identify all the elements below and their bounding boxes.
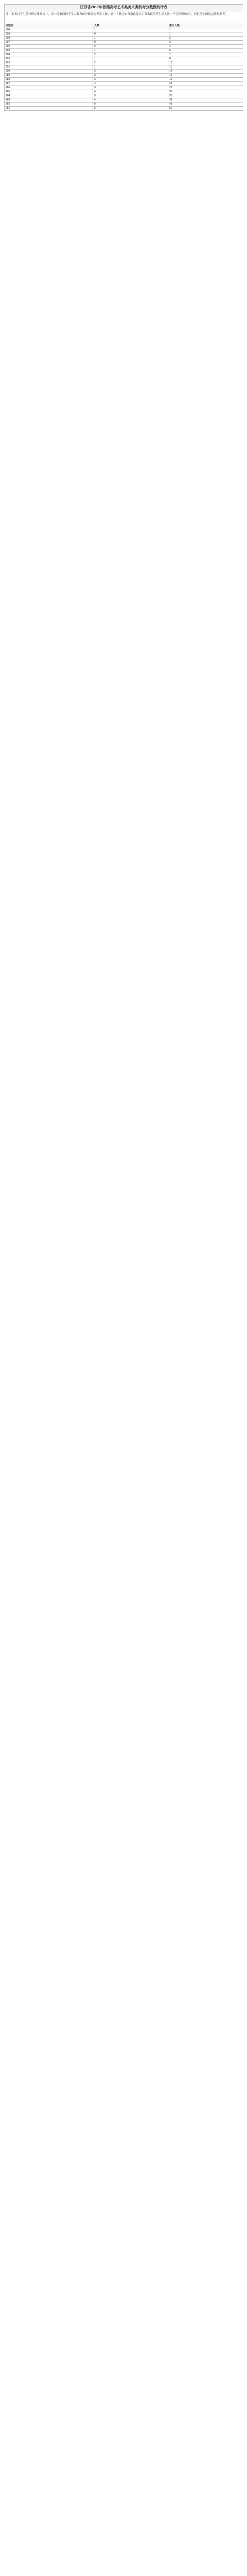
score-cell: 293 — [5, 57, 93, 61]
count-cell: 1 — [93, 28, 168, 32]
count-cell: 5 — [93, 107, 168, 111]
cumulative-cell: 45 — [168, 103, 243, 107]
score-cell: 295 — [5, 49, 93, 53]
table-row — [5, 103, 243, 107]
count-cell: 2 — [93, 74, 168, 78]
count-cell: 4 — [93, 90, 168, 94]
table-row — [5, 65, 243, 70]
table-row — [5, 78, 243, 82]
score-cell: 300 — [5, 28, 93, 32]
score-cell: 285 — [5, 90, 93, 94]
table-row — [5, 53, 243, 57]
count-cell: 5 — [93, 94, 168, 98]
cumulative-cell: 10 — [168, 61, 243, 65]
score-table-document — [4, 4, 243, 2576]
score-cell: 297 — [5, 41, 93, 45]
count-cell: 0 — [93, 32, 168, 37]
cumulative-cell: 1 — [168, 28, 243, 32]
cumulative-cell: 2 — [168, 37, 243, 41]
table-row — [5, 70, 243, 74]
count-cell: 1 — [93, 37, 168, 41]
cumulative-cell: 50 — [168, 107, 243, 111]
table-row — [5, 86, 243, 90]
score-table — [4, 4, 243, 111]
table-row — [5, 90, 243, 94]
count-cell: 2 — [93, 53, 168, 57]
count-cell: 0 — [93, 41, 168, 45]
cumulative-cell: 26 — [168, 86, 243, 90]
table-row — [5, 32, 243, 37]
count-cell: 2 — [93, 45, 168, 49]
table-row — [5, 107, 243, 111]
cumulative-cell: 7 — [168, 53, 243, 57]
count-cell: 1 — [93, 65, 168, 70]
cumulative-cell: 14 — [168, 70, 243, 74]
score-cell: 281 — [5, 107, 93, 111]
cumulative-cell: 11 — [168, 65, 243, 70]
cumulative-cell: 35 — [168, 94, 243, 98]
table-row — [5, 45, 243, 49]
column-header-count: 人数 — [93, 24, 168, 28]
score-cell: 298 — [5, 37, 93, 41]
score-cell: 292 — [5, 61, 93, 65]
cumulative-cell: 1 — [168, 32, 243, 37]
table-row — [5, 82, 243, 86]
count-cell: 2 — [93, 61, 168, 65]
table-row — [5, 61, 243, 65]
table-row — [5, 37, 243, 41]
score-cell: 291 — [5, 65, 93, 70]
count-cell: 3 — [93, 70, 168, 74]
cumulative-cell: 39 — [168, 98, 243, 103]
count-cell: 4 — [93, 98, 168, 103]
table-row — [5, 57, 243, 61]
score-cell: 294 — [5, 53, 93, 57]
cumulative-cell: 30 — [168, 90, 243, 94]
header-row — [5, 24, 243, 28]
score-cell: 288 — [5, 78, 93, 82]
table-title: 江苏省2017年普通高考艺术类美术类统考分数段统计表 — [5, 5, 243, 11]
table-row — [5, 74, 243, 78]
score-cell: 296 — [5, 45, 93, 49]
table-note: 注：本表以考生总分降序排列统计，同一分数段的考生人数为该分数段的考生人数；累计人数为本分数段及以上分数段的考生总人数（不含照顾加分），仅供考生填报志愿时参考。 — [5, 11, 243, 24]
count-cell: 1 — [93, 49, 168, 53]
score-cell: 284 — [5, 94, 93, 98]
table-row — [5, 41, 243, 45]
table-row — [5, 28, 243, 32]
count-cell: 1 — [93, 57, 168, 61]
cumulative-cell: 5 — [168, 49, 243, 53]
count-cell: 3 — [93, 86, 168, 90]
table-row — [5, 49, 243, 53]
score-cell: 289 — [5, 74, 93, 78]
column-header-cumulative: 累计人数 — [168, 24, 243, 28]
table-row — [5, 94, 243, 98]
cumulative-cell: 8 — [168, 57, 243, 61]
score-cell: 283 — [5, 98, 93, 103]
cumulative-cell: 19 — [168, 78, 243, 82]
table-row — [5, 98, 243, 103]
score-cell: 299 — [5, 32, 93, 37]
cumulative-cell: 4 — [168, 45, 243, 49]
cumulative-cell: 16 — [168, 74, 243, 78]
count-cell: 4 — [93, 82, 168, 86]
score-cell: 290 — [5, 70, 93, 74]
score-cell: 287 — [5, 82, 93, 86]
count-cell: 3 — [93, 78, 168, 82]
count-cell: 6 — [93, 103, 168, 107]
score-cell: 286 — [5, 86, 93, 90]
column-header-score: 分数段 — [5, 24, 93, 28]
cumulative-cell: 2 — [168, 41, 243, 45]
score-cell: 282 — [5, 103, 93, 107]
cumulative-cell: 23 — [168, 82, 243, 86]
